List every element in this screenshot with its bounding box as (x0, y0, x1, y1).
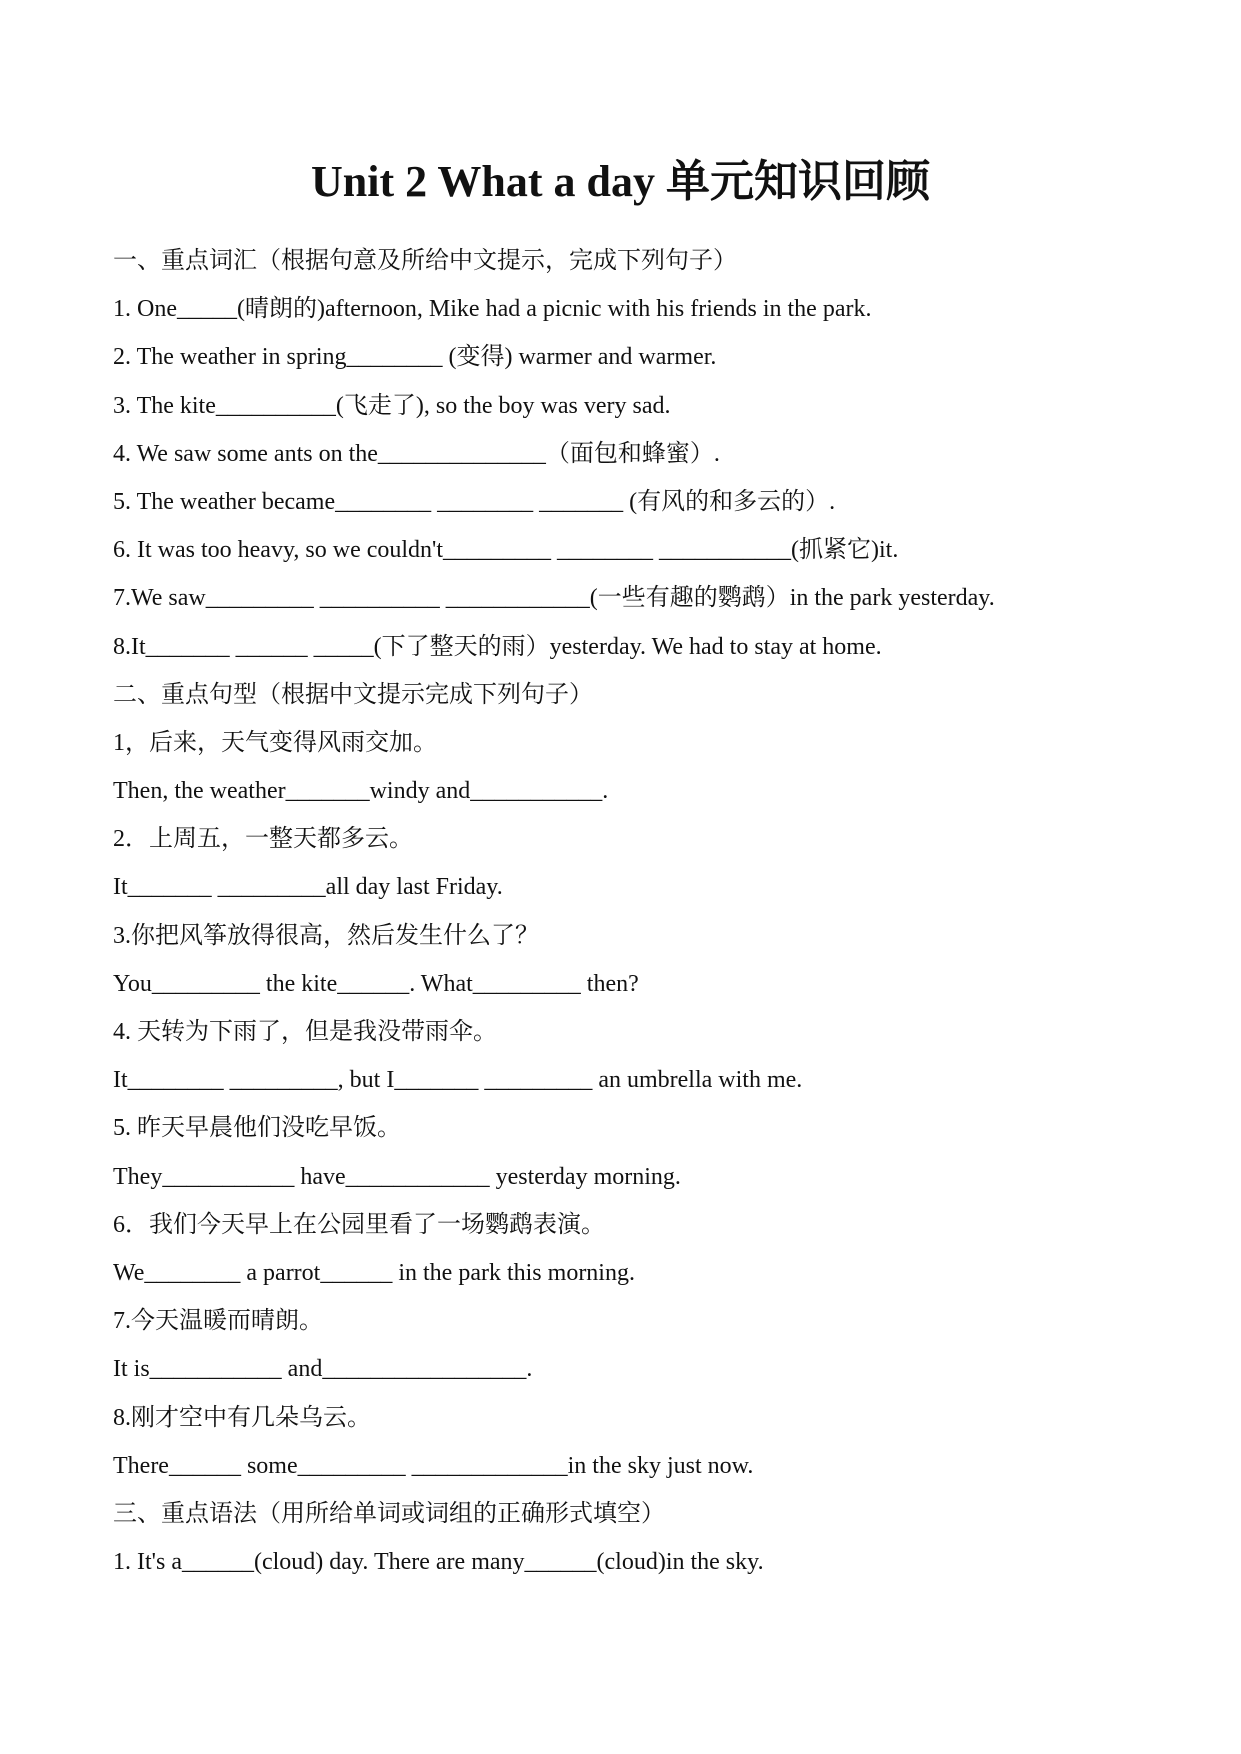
vocab-question-4: 4. We saw some ants on the______________（面包和蜂蜜）. (113, 440, 720, 467)
sentence-answer-8: There______ some_________ _____________in the sky just now. (113, 1452, 754, 1479)
section-heading-grammar: 三、重点语法（用所给单词或词组的正确形式填空） (113, 1500, 665, 1527)
sentence-prompt-2: 2．上周五，一整天都多云。 (113, 826, 413, 853)
section-heading-vocabulary: 一、重点词汇（根据句意及所给中文提示，完成下列句子） (113, 248, 737, 274)
vocab-question-5: 5. The weather became________ ________ _______ (有风的和多云的）. (113, 488, 836, 515)
vocab-question-2: 2. The weather in spring________ (变得) warmer and warmer. (113, 344, 717, 371)
grammar-question-1: 1. It's a______(cloud) day. There are many______(cloud)in the sky. (113, 1549, 764, 1576)
sentence-answer-2: It_______ _________all day last Friday. (113, 874, 503, 901)
sentence-prompt-6: 6．我们今天早上在公园里看了一场鹦鹉表演。 (113, 1211, 605, 1238)
vocab-question-6: 6. It was too heavy, so we couldn't_________ ________ ___________(抓紧它)it. (113, 537, 899, 564)
sentence-answer-5: They___________ have____________ yesterday morning. (113, 1163, 681, 1190)
vocab-question-8: 8.It_______ ______ _____(下了整天的雨）yesterday. We had to stay at home. (113, 633, 882, 660)
sentence-prompt-7: 7.今天温暖而晴朗。 (113, 1308, 323, 1335)
sentence-answer-1: Then, the weather_______windy and___________. (113, 778, 609, 805)
vocab-question-3: 3. The kite__________(飞走了), so the boy was very sad. (113, 392, 671, 419)
vocab-question-7: 7.We saw_________ __________ ____________(一些有趣的鹦鹉）in the park yesterday. (113, 585, 995, 612)
sentence-prompt-1: 1，后来，天气变得风雨交加。 (113, 729, 437, 756)
sentence-prompt-8: 8.刚才空中有几朵乌云。 (113, 1404, 371, 1431)
sentence-prompt-4: 4. 天转为下雨了，但是我没带雨伞。 (113, 1019, 497, 1045)
vocab-question-1: 1. One_____(晴朗的)afternoon, Mike had a picnic with his friends in the park. (113, 296, 872, 323)
sentence-answer-3: You_________ the kite______. What_________ then? (113, 970, 639, 997)
sentence-answer-7: It is___________ and_________________. (113, 1356, 533, 1383)
section-heading-sentences: 二、重点句型（根据中文提示完成下列句子） (113, 681, 593, 708)
sentence-answer-4: It________ _________, but I_______ _________ an umbrella with me. (113, 1067, 803, 1094)
worksheet-body (113, 237, 1213, 1586)
sentence-answer-6: We________ a parrot______ in the park this morning. (113, 1259, 635, 1286)
page-title: Unit 2 What a day 单元知识回顾 (311, 157, 930, 206)
sentence-prompt-5: 5. 昨天早晨他们没吃早饭。 (113, 1115, 401, 1142)
sentence-prompt-3: 3.你把风筝放得很高，然后发生什么了？ (113, 922, 539, 949)
